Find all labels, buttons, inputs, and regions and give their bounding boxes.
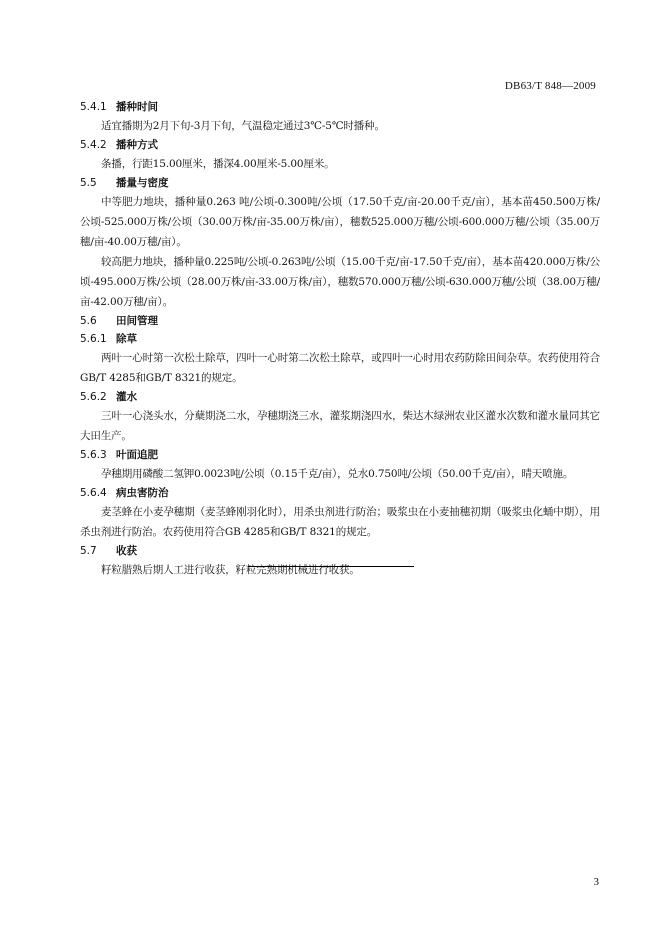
section-heading xyxy=(80,446,600,464)
section-title: 病虫害防治 xyxy=(116,487,169,499)
section-title: 收获 xyxy=(116,545,137,557)
section-title: 播种时间 xyxy=(116,101,158,113)
document-code: DB63/T 848—2009 xyxy=(504,80,596,92)
section-heading xyxy=(80,136,600,154)
section-heading xyxy=(80,330,600,348)
section-number: 5.7 xyxy=(80,545,97,557)
section-title: 播种方式 xyxy=(116,139,158,151)
section-number: 5.4.2 xyxy=(80,139,107,151)
section-title: 除草 xyxy=(116,333,137,345)
section-paragraph: 条播，行距15.00厘米，播深4.00厘米-5.00厘米。 xyxy=(101,158,335,170)
document-body xyxy=(80,98,600,580)
section-title: 田间管理 xyxy=(116,315,158,327)
page-number: 3 xyxy=(593,876,599,888)
section-number: 5.6 xyxy=(80,315,97,327)
section-title: 灌水 xyxy=(116,391,137,403)
section-paragraph: 中等肥力地块，播种量0.263 吨/公顷-0.300吨/公顷（17.50千克/亩-20.00千克/亩），基本苗450.500万株/公顷-525.000万株/公顷（30.00万株/亩-35.00万株/亩），穗数525.000万穗/公顷-600.000万穗/公顷（35.00万穗/亩-40.00万穗/亩）。 xyxy=(80,196,600,248)
section-paragraph: 籽粒腊熟后期人工进行收获，籽粒完熟期机械进行收获。 xyxy=(101,564,360,576)
section-number: 5.6.2 xyxy=(80,391,107,403)
section-number: 5.6.4 xyxy=(80,487,107,499)
section-heading xyxy=(80,542,600,560)
section-number: 5.5 xyxy=(80,177,97,189)
section-number: 5.6.1 xyxy=(80,333,107,345)
section-heading xyxy=(80,312,600,330)
section-paragraph: 两叶一心时第一次松土除草，四叶一心时第二次松土除草，或四叶一心时用农药防除田间杂草。农药使用符合GB/T 4285和GB/T 8321的规定。 xyxy=(80,352,600,384)
section-heading xyxy=(80,484,600,502)
section-title: 播量与密度 xyxy=(116,177,169,189)
section-paragraph: 麦茎蜂在小麦孕穗期（麦茎蜂刚羽化时），用杀虫剂进行防治；吸浆虫在小麦抽穗初期（吸浆虫化蛹中期），用杀虫剂进行防治。农药使用符合GB 4285和GB/T 8321的规定。 xyxy=(80,506,600,538)
section-title: 叶面追肥 xyxy=(116,449,158,461)
section-number: 5.4.1 xyxy=(80,101,107,113)
section-heading xyxy=(80,388,600,406)
section-paragraph: 较高肥力地块，播种量0.225吨/公顷-0.263吨/公顷（15.00千克/亩-17.50千克/亩），基本苗420.000万株/公顷-495.000万株/公顷（28.00万株/亩-33.00万株/亩），穗数570.000万穗/公顷-630.000万穗/公顷（38.00万穗/亩-42.00万穗/亩）。 xyxy=(80,256,600,308)
section-heading xyxy=(80,98,600,116)
section-paragraph: 适宜播期为2月下旬-3月下旬，气温稳定通过3℃-5℃时播种。 xyxy=(101,120,385,132)
section-paragraph: 三叶一心浇头水，分蘖期浇二水，孕穗期浇三水，灌浆期浇四水，柴达木绿洲农业区灌水次数和灌水量同其它大田生产。 xyxy=(80,410,600,442)
end-rule xyxy=(248,566,414,567)
section-number: 5.6.3 xyxy=(80,449,107,461)
section-heading xyxy=(80,174,600,192)
section-paragraph: 孕穗期用磷酸二氢钾0.0023吨/公顷（0.15千克/亩），兑水0.750吨/公顷（50.00千克/亩），晴天喷施。 xyxy=(101,468,574,480)
sections-container xyxy=(80,98,600,580)
